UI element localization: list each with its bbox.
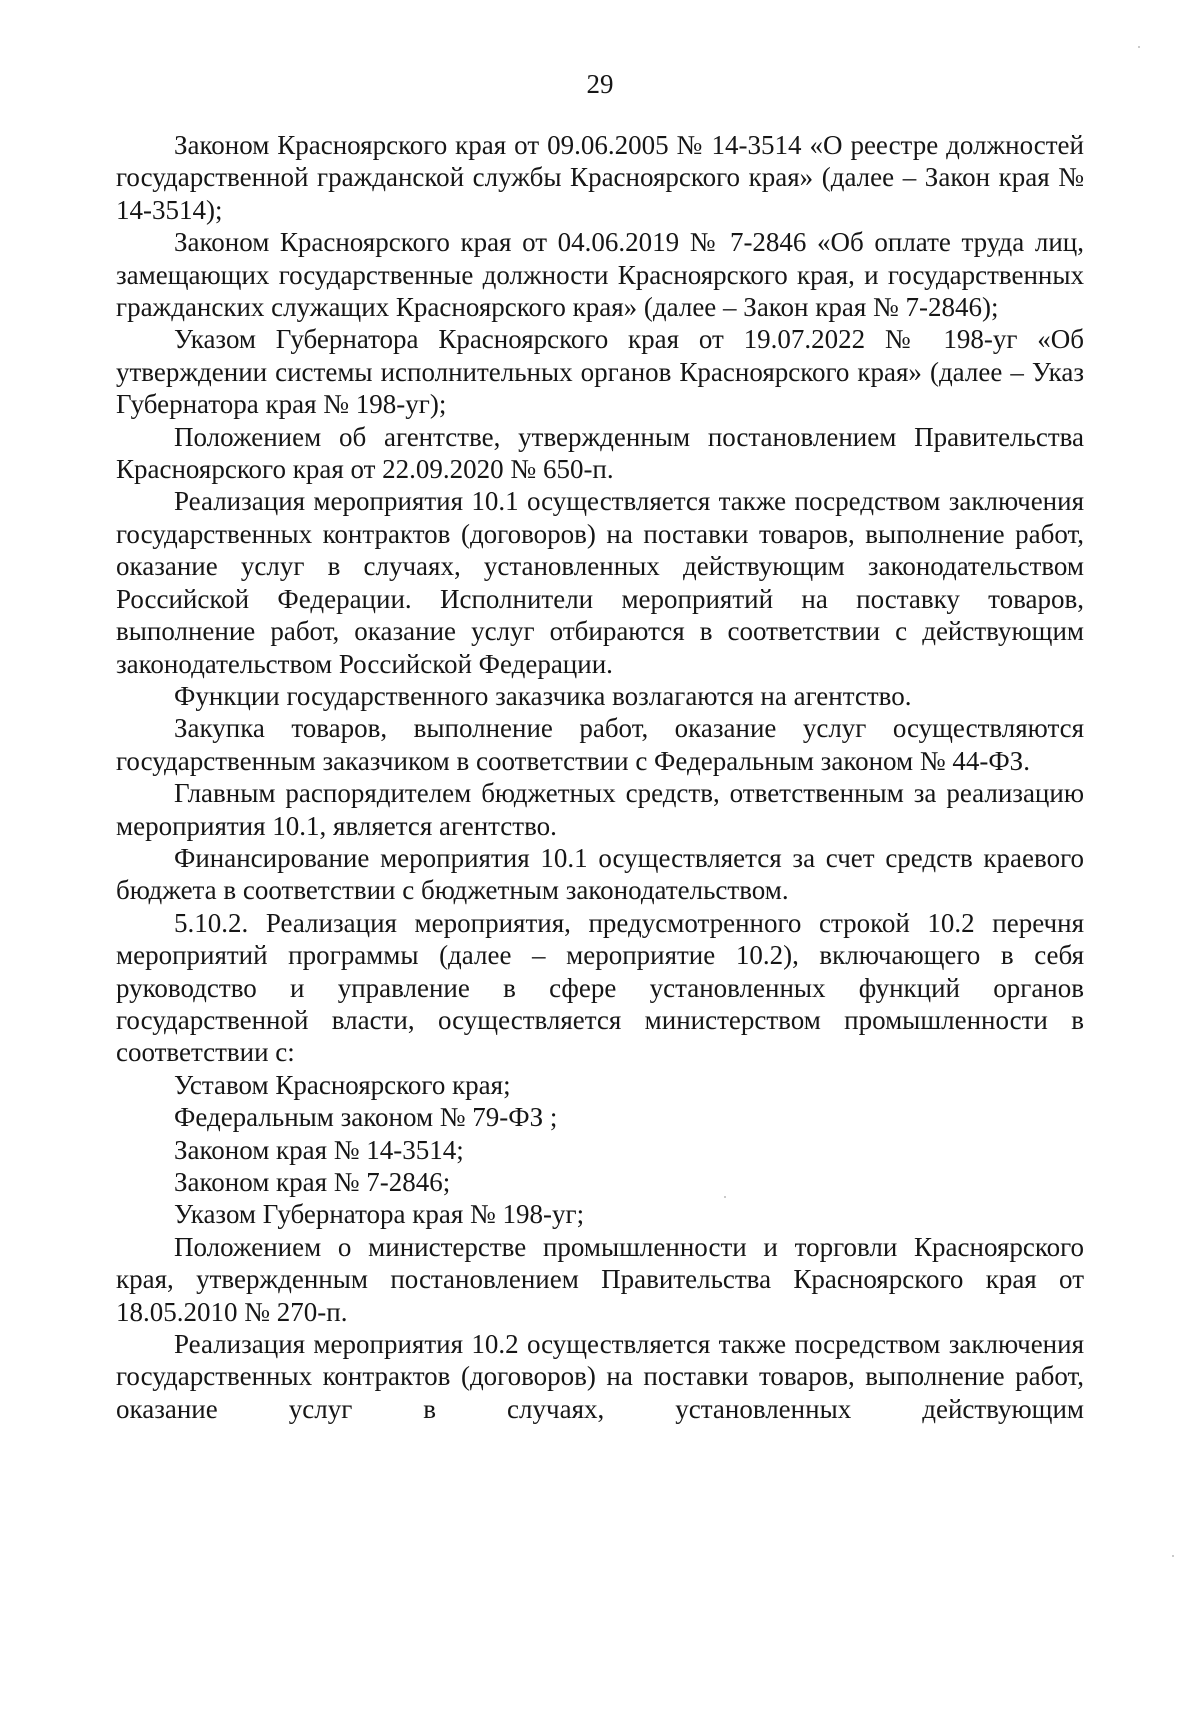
- paragraph-ministry-regulation: Положением о министерстве промышленности и торговли Красноярского края, утвержденным постановлением Правительства Красноярского края от 18.05.2010 № 270-п.: [116, 1231, 1084, 1327]
- document-body: [116, 129, 1084, 1425]
- paragraph-agency-regulation: Положением об агентстве, утвержденным постановлением Правительства Красноярского края от 22.09.2020 № 650-п.: [116, 421, 1084, 485]
- paragraph-financing: Финансирование мероприятия 10.1 осуществляется за счет средств краевого бюджета в соответствии с бюджетным законодательством.: [116, 842, 1084, 906]
- paragraph-measure-10-2-contracts: Реализация мероприятия 10.2 осуществляется также посредством заключения государственных контрактов (договоров) на поставки товаров, выполнение работ, оказание услуг в случаях, установленных действующим: [116, 1329, 1084, 1424]
- page-number: 29: [586, 69, 614, 99]
- scan-speck: [1138, 46, 1140, 48]
- paragraph-procurement: Закупка товаров, выполнение работ, оказание услуг осуществляются государственным заказчиком в соответствии с Федеральным законом № 44-ФЗ.: [116, 713, 1084, 776]
- paragraph-measure-10-1-contracts: Реализация мероприятия 10.1 осуществляется также посредством заключения государственных контрактов (договоров) на поставки товаров, выполнение работ, оказание услуг в случаях, установленных действующим законодательством Российской Федерации. Исполнители мероприятий на поставку товаров, выполнение работ, оказание услуг отбираются в соответствии с действующим законодательством Российской Федерации.: [116, 486, 1084, 679]
- paragraph-customer-functions: Функции государственного заказчика возлагаются на агентство.: [174, 680, 912, 711]
- scan-speck: [724, 1196, 726, 1198]
- list-item-charter: Уставом Красноярского края;: [174, 1069, 511, 1100]
- list-item-law-14-3514: Законом края № 14-3514;: [174, 1134, 464, 1165]
- paragraph-law-14-3514: Законом Красноярского края от 09.06.2005 № 14-3514 «О реестре должностей государственной гражданской службы Красноярского края» (далее – Закон края № 14-3514);: [116, 130, 1084, 225]
- list-item-federal-law-79: Федеральным законом № 79-ФЗ ;: [174, 1102, 558, 1133]
- list-item-decree-198-ug: Указом Губернатора края № 198-уг;: [174, 1199, 585, 1230]
- paragraph-budget-manager: Главным распорядителем бюджетных средств, ответственным за реализацию мероприятия 10.1, является агентство.: [116, 778, 1084, 841]
- scan-speck: [1172, 1555, 1174, 1557]
- list-item-law-7-2846: Законом края № 7-2846;: [174, 1167, 451, 1197]
- paragraph-decree-198-ug: Указом Губернатора Красноярского края от 19.07.2022 № 198-уг «Об утверждении системы исполнительных органов Красноярского края» (далее – Указ Губернатора края № 198-уг);: [116, 324, 1084, 420]
- paragraph-section-5-10-2: 5.10.2. Реализация мероприятия, предусмотренного строкой 10.2 перечня мероприятий программы (далее – мероприятие 10.2), включающего в себя руководство и управление в сфере установленных функций органов государственной власти, осуществляется министерством промышленности в соответствии с:: [116, 907, 1084, 1068]
- paragraph-law-7-2846: Законом Красноярского края от 04.06.2019 № 7-2846 «Об оплате труда лиц, замещающих государственные должности Красноярского края, и государственных гражданских служащих Красноярского края» (далее – Закон края № 7-2846);: [116, 227, 1084, 323]
